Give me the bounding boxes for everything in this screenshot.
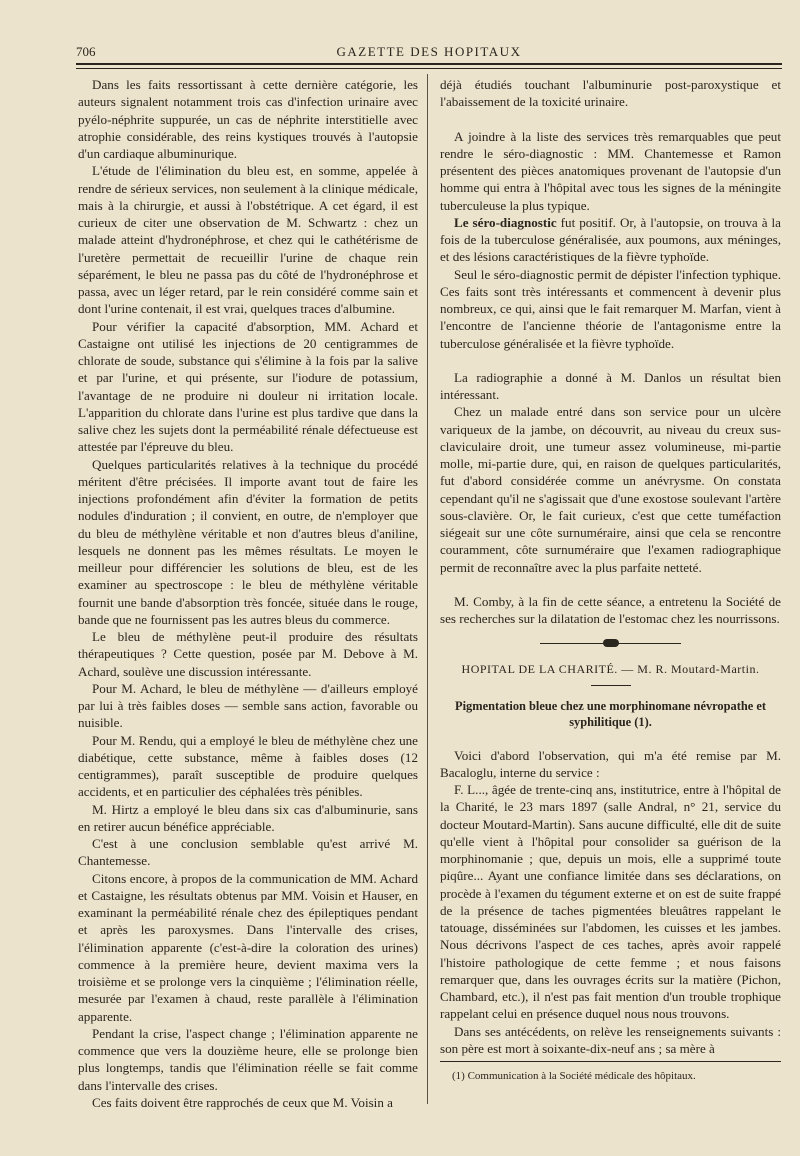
paragraph: Le bleu de méthylène peut-il produire des résultats thérapeutiques ? Cette question, posée par M. Debove à M. Achard, soulève une discussion intéressante. [78, 629, 418, 679]
paragraph: M. Hirtz a employé le bleu dans six cas d'albuminurie, sans en retirer aucun bénéfice appréciable. [78, 801, 418, 834]
paragraph: Chez un malade entré dans son service pour un ulcère variqueux de la jambe, on découvrit, au niveau du creux sus-claviculaire droit, une tumeur assez volumineuse, mi-partie molle, mi-partie dure, qui, en raison de quelques particularités, fut d'abord considérée comme un anévrysme. On constata cependant qu'il ne s'agissait que d'une exostose soulevant l'artère sous-clavière. Or, le fait curieux, c'est que cette tuméfaction siégeait sur une côte surnuméraire, ainsi que cela se rencontre couramment, côte surnuméraire que l'examen radiographique permit de reconnaître avec la plus parfaite netteté. [440, 404, 781, 575]
page-header [76, 44, 782, 60]
section-ornament [440, 633, 781, 655]
left-column [78, 76, 418, 1111]
section-heading-text: HOPITAL DE LA CHARITÉ. — M. R. Moutard-Martin. [461, 662, 760, 677]
paragraph: La radiographie a donné à M. Danlos un résultat bien intéressant. [440, 369, 781, 402]
paragraph: F. L..., âgée de trente-cinq ans, institutrice, entre à l'hôpital de la Charité, le 23 mars 1897 (salle Andral, n° 21, service du docteur Moutard-Martin). Sans aucune difficulté, elle dit de suite qu'elle vient à l'hôpital pour consolider sa guérison de la morphinomanie ; que, depuis un mois, elle a supprimé toute piqûre... Ayant une confiance limitée dans ses déclarations, on procède à l'examen du tégument externe et on est de suite frappé de la présence de taches pigmentées bleuâtres rappelant le tatouage, disséminées sur l'abdomen, les cuisses et les jambes. Nous décrivons l'aspect de ces taches, après avoir rappelé l'histoire pathologique de cette femme ; et nous faisons remarquer que, dans les ouvrages écrits sur la matière (Pichon, Chambard, etc.), il n'est pas fait mention d'un trouble trophique rappelant celui en présence duquel nous nous trouvons. [440, 782, 781, 1022]
paragraph: Pendant la crise, l'aspect change ; l'élimination apparente ne commence que vers la douzième heure, elle se prolonge bien plus longtemps, tandis que l'élimination réelle se fait comme dans l'intervalle des crises. [78, 1025, 418, 1093]
paragraph: Pour M. Achard, le bleu de méthylène — d'ailleurs employé par lui à très faibles doses — semble sans action, favorable ou nuisible. [78, 680, 418, 731]
header-rule-thick [76, 63, 782, 65]
ornament-mark [603, 639, 619, 647]
paragraph: Seul le séro-diagnostic permit de dépister l'infection typhique. Ces faits sont très intéressants et commencent à devenir plus nombreux, ce qui, ainsi que le fait remarquer M. Marfan, vient à l'encontre de l'ancienne théorie de l'antagonisme entre la tuberculose généralisée et la fièvre typhoïde. [440, 266, 781, 351]
paragraph-continuation: déjà étudiés touchant l'albuminurie post-paroxystique et l'abaissement de la toxicité urinaire. [440, 77, 781, 110]
paragraph: Pour vérifier la capacité d'absorption, MM. Achard et Castaigne ont utilisé les injections de 20 centigrammes de chlorate de soude, substance qui s'élimine à la fois par la salive et par l'urine, et qui présente, sur l'iodure de potassium, l'avantage de ne produire ni douleur ni irritation locale. L'apparition du chlorate dans l'urine est plus tardive que dans la salive chez les sujets dont la perméabilité rénale défectueuse est attestée par l'épreuve du bleu. [78, 318, 418, 455]
paragraph: Dans ses antécédents, on relève les renseignements suivants : son père est mort à soixante-dix-neuf ans ; sa mère à [440, 1023, 781, 1056]
paragraph [440, 214, 781, 266]
footnote: (1) Communication à la Société médicale des hôpitaux. [452, 1070, 696, 1082]
paragraph: Pour M. Rendu, qui a employé le bleu de méthylène chez une diabétique, cette substance, même à faibles doses (12 centigrammes), paraît susceptible de produire quelques accidents, et en particulier des céphalées très pénibles. [78, 732, 418, 800]
journal-title: GAZETTE DES HOPITAUX [336, 44, 522, 59]
paragraph: C'est à une conclusion semblable qu'est arrivé M. Chantemesse. [78, 836, 418, 869]
footnote-rule [440, 1061, 781, 1062]
paragraph: L'étude de l'élimination du bleu est, en somme, appelée à rendre de sérieux services, non seulement à la clinique médicale, mais à la chirurgie, et aussi à l'obstétrique. A cet égard, il est curieux de citer une observation de M. Schwartz : chez un malade atteint d'hydronéphrose, et chez qui le cathétérisme de l'uretère permettait de recueillir l'urine de chaque rein séparément, le bleu ne passa pas du côté de l'hydronéphrose et passa, avec un léger retard, par le rein considéré comme sain et dont l'urine contenait, il est vrai, quelques traces d'albumine. [78, 163, 418, 317]
bold-lead: Le séro-diagnostic [454, 214, 557, 230]
paragraph-text: fut positif. Or, à l'autopsie, on trouva à la fois de la tuberculose généralisée, aux poumons, aux méninges, et des lésions caractéristiques de la fièvre typhoïde. [440, 214, 781, 265]
paragraph: Citons encore, à propos de la communication de MM. Achard et Castaigne, les résultats obtenus par MM. Voisin et Hauser, en examinant la perméabilité rénale chez des épileptiques pendant et après les paroxysmes. Dans l'intervalle des crises, l'élimination apparente (c'est-à-dire la coloration des urines) commence à la première heure, devient maxima vers la troisième et se prolonge vers la cinquième ; l'élimination réelle, mesurée par l'examen à chaud, reste parallèle à l'élimination apparente. [78, 870, 418, 1024]
paragraph: Quelques particularités relatives à la technique du procédé méritent d'être précisées. Il importe avant tout de faire les injections profondément afin d'éviter la formation de petits nodules d'induration ; il convient, en outre, de n'employer que du bleu de méthylène véritable et non d'autres bleus d'aniline, lesquels ne donnent pas les mêmes résultats. Le moyen le meilleur pour différencier les solutions de bleu, est de les examiner au spectroscope : le bleu de méthylène véritable fournit une bande d'absorption très foncée, située dans le rouge, bande que ne fournissent pas les autres bleus du commerce. [78, 456, 418, 627]
section-underline [591, 685, 631, 686]
paragraph: Voici d'abord l'observation, qui m'a été remise par M. Bacaloglu, interne du service : [440, 747, 781, 780]
section-heading [440, 661, 781, 685]
page-number: 706 [76, 44, 96, 59]
header-rule-thin [76, 68, 782, 69]
paragraph: M. Comby, à la fin de cette séance, a entretenu la Société de ses recherches sur la dilatation de l'estomac chez les nourrissons. [440, 593, 781, 626]
column-divider [427, 74, 428, 1104]
paragraph: A joindre à la liste des services très remarquables que peut rendre le séro-diagnostic : MM. Chantemesse et Ramon présentent des pièces anatomiques provenant de l'autopsie d'un homme qui entra à l'hôpital avec tous les signes de la méningite tuberculeuse la plus typique. [440, 128, 781, 213]
right-column [440, 76, 781, 1057]
case-title: Pigmentation bleue chez une morphinomane névropathe et syphilitique (1). [455, 698, 766, 729]
paragraph: Ces faits doivent être rapprochés de ceux que M. Voisin a [92, 1094, 393, 1110]
paragraph: Dans les faits ressortissant à cette dernière catégorie, les auteurs signalent notamment trois cas d'infection urinaire avec pyélo-néphrite suppurée, un cas de néphrite interstitielle avec atrophie considérable, des reins kystiques trouvés à l'autopsie d'un cardiaque albuminurique. [78, 77, 418, 161]
